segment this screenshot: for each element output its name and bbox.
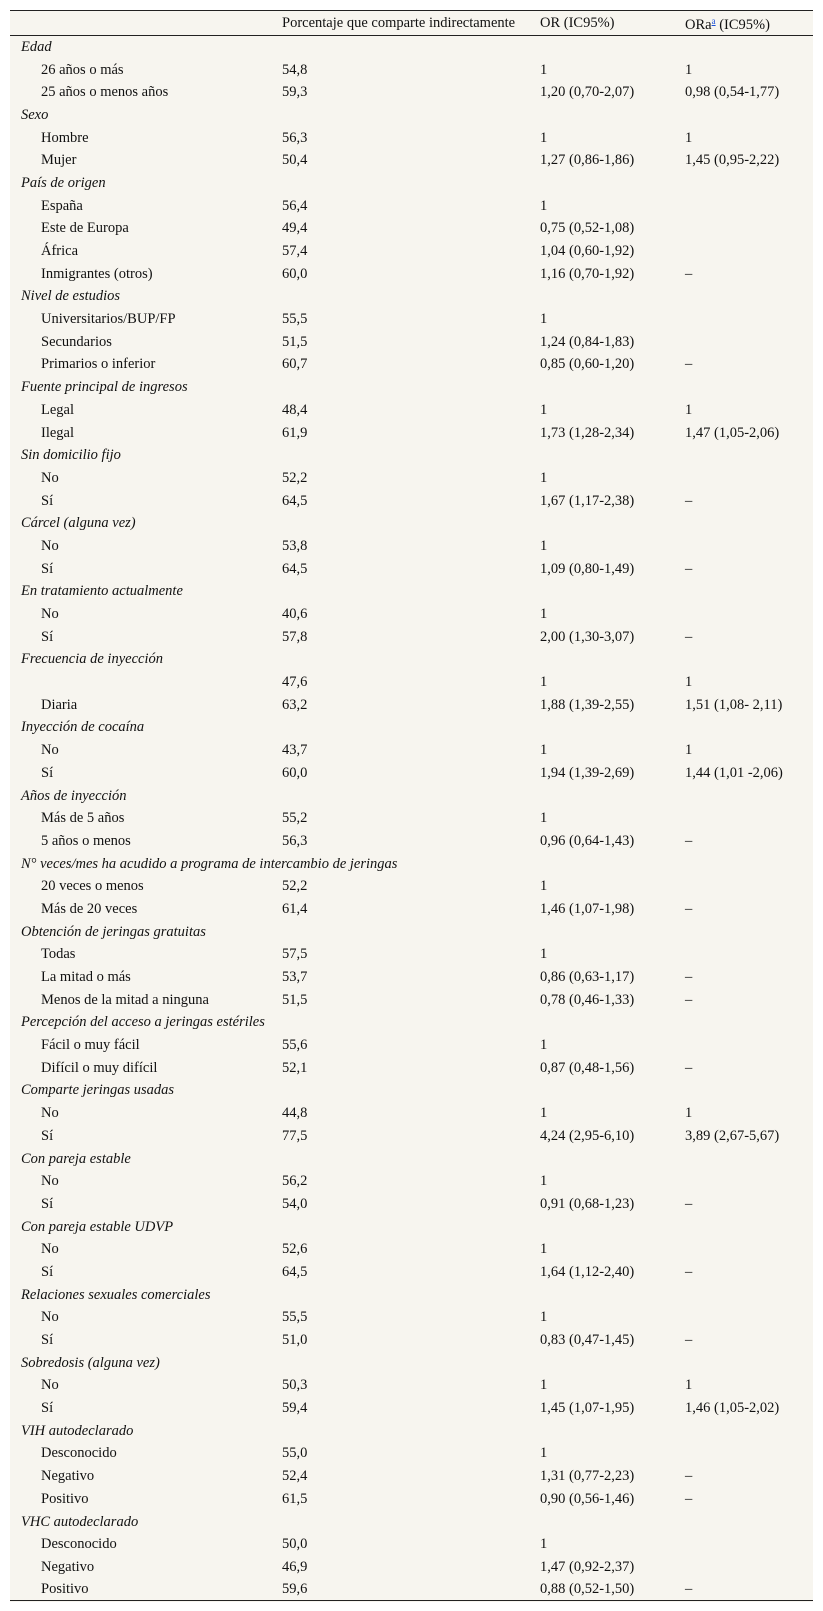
or-value: 1,73 (1,28-2,34) <box>540 424 635 441</box>
ora-value <box>685 1034 813 1057</box>
table-row <box>10 1556 813 1579</box>
row-label: Mujer <box>41 152 77 169</box>
or-value: 0,83 (0,47-1,45) <box>540 1332 635 1349</box>
percentage-value: 55,0 <box>282 1445 308 1462</box>
or-value: 1,09 (0,80-1,49) <box>540 560 635 577</box>
or-value: 0,87 (0,48-1,56) <box>540 1059 635 1076</box>
or-value: 0,91 (0,68-1,23) <box>540 1195 635 1212</box>
table-row <box>10 126 813 149</box>
group-row <box>10 104 813 127</box>
table-row <box>10 262 813 285</box>
or-value: 1 <box>540 810 548 827</box>
or-value: 1 <box>540 946 548 963</box>
row-label: Este de Europa <box>41 220 129 237</box>
group-label: Sobredosis (alguna vez) <box>21 1354 160 1371</box>
table-row <box>10 625 813 648</box>
ora-value: – <box>685 969 693 986</box>
table-row <box>10 943 813 966</box>
or-value: 1,45 (1,07-1,95) <box>540 1400 635 1417</box>
ora-value: – <box>685 1059 693 1076</box>
or-value: 1,88 (1,39-2,55) <box>540 696 635 713</box>
ora-value <box>685 1306 813 1329</box>
row-label: Secundarios <box>41 333 112 350</box>
or-value: 1 <box>540 674 548 691</box>
row-label: Negativo <box>41 1558 95 1575</box>
percentage-value: 50,4 <box>282 152 308 169</box>
ora-value: – <box>685 991 693 1008</box>
header-row <box>10 11 813 36</box>
or-value: 1 <box>540 1037 548 1054</box>
percentage-value: 43,7 <box>282 742 308 759</box>
ora-value <box>685 943 813 966</box>
percentage-value: 50,0 <box>282 1536 308 1553</box>
table-row <box>10 739 813 762</box>
table-row <box>10 693 813 716</box>
row-label: Más de 5 años <box>41 810 125 827</box>
group-row <box>10 1147 813 1170</box>
group-row <box>10 1510 813 1533</box>
table-row <box>10 898 813 921</box>
percentage-value: 55,5 <box>282 311 308 328</box>
percentage-value: 51,5 <box>282 991 308 1008</box>
row-label: Positivo <box>10 1578 282 1601</box>
ora-value <box>685 807 813 830</box>
group-row <box>10 1351 813 1374</box>
row-label: Todas <box>41 946 76 963</box>
table-row <box>10 1465 813 1488</box>
group-row <box>10 444 813 467</box>
or-value: 1 <box>540 311 548 328</box>
or-value: 1 <box>540 469 548 486</box>
or-value: 1,20 (0,70-2,07) <box>540 84 635 101</box>
row-label: Sí <box>41 764 54 781</box>
or-value: 1 <box>540 1536 548 1553</box>
row-label: Hombre <box>41 129 89 146</box>
row-label: Sí <box>41 492 54 509</box>
row-label <box>10 671 282 694</box>
group-row <box>10 285 813 308</box>
row-label: Inmigrantes (otros) <box>41 265 153 282</box>
row-label: 20 veces o menos <box>41 878 144 895</box>
group-label: VIH autodeclarado <box>21 1422 134 1439</box>
row-label: No <box>41 742 59 759</box>
percentage-value: 77,5 <box>282 1127 308 1144</box>
or-value: 0,88 (0,52-1,50) <box>540 1578 685 1601</box>
table-row <box>10 1193 813 1216</box>
table-container <box>10 10 813 1602</box>
percentage-value: 52,2 <box>282 469 308 486</box>
row-label: Sí <box>41 1332 54 1349</box>
percentage-value: 54,8 <box>282 61 308 78</box>
table-row <box>10 1578 813 1601</box>
group-row <box>10 36 813 59</box>
ora-value: 0,98 (0,54-1,77) <box>685 84 780 101</box>
table-row <box>10 535 813 558</box>
percentage-value: 61,9 <box>282 424 308 441</box>
or-value: 0,75 (0,52-1,08) <box>540 220 635 237</box>
or-value: 1,46 (1,07-1,98) <box>540 900 635 917</box>
group-label: Percepción del acceso a jeringas estériles <box>21 1014 265 1031</box>
table-body <box>10 36 813 1601</box>
results-table <box>10 10 813 1601</box>
percentage-value: 52,2 <box>282 878 308 895</box>
group-label: Edad <box>21 39 52 56</box>
percentage-value: 53,7 <box>282 969 308 986</box>
percentage-value: 61,4 <box>282 900 308 917</box>
row-label: Universitarios/BUP/FP <box>41 311 176 328</box>
group-label: Sexo <box>21 106 49 123</box>
group-label: N° veces/mes ha acudido a programa de intercambio de jeringas <box>21 855 398 872</box>
row-label: Desconocido <box>41 1445 117 1462</box>
table-row <box>10 489 813 512</box>
row-label: 5 años o menos <box>41 832 131 849</box>
percentage-value: 57,8 <box>282 628 308 645</box>
or-value: 1,47 (0,92-2,37) <box>540 1558 635 1575</box>
row-label: No <box>41 1105 59 1122</box>
table-row <box>10 875 813 898</box>
percentage-value: 49,4 <box>282 220 308 237</box>
row-label: 26 años o más <box>41 61 124 78</box>
row-label: Sí <box>41 1127 54 1144</box>
percentage-value: 60,0 <box>282 265 308 282</box>
percentage-value: 48,4 <box>282 401 308 418</box>
row-label: No <box>41 1241 59 1258</box>
row-label: Sí <box>41 560 54 577</box>
or-value: 0,85 (0,60-1,20) <box>540 356 635 373</box>
percentage-value: 63,2 <box>282 696 308 713</box>
group-row <box>10 1283 813 1306</box>
group-label: En tratamiento actualmente <box>21 583 183 600</box>
group-label: Con pareja estable UDVP <box>21 1218 174 1235</box>
row-label: Sí <box>41 1195 54 1212</box>
percentage-value: 64,5 <box>282 1263 308 1280</box>
or-value: 0,90 (0,56-1,46) <box>540 1490 635 1507</box>
table-row <box>10 308 813 331</box>
percentage-value: 51,0 <box>282 1332 308 1349</box>
or-value: 1 <box>540 1445 548 1462</box>
group-label: Inyección de cocaína <box>21 719 145 736</box>
or-value: 1 <box>540 401 548 418</box>
percentage-value: 44,8 <box>282 1105 308 1122</box>
ora-value: – <box>685 356 693 373</box>
group-label: Con pareja estable <box>21 1150 131 1167</box>
percentage-value: 55,5 <box>282 1309 308 1326</box>
ora-value: – <box>685 492 693 509</box>
percentage-value: 64,5 <box>282 492 308 509</box>
row-label: Ilegal <box>41 424 75 441</box>
table-row <box>10 603 813 626</box>
table-row <box>10 671 813 694</box>
percentage-value: 55,6 <box>282 1037 308 1054</box>
or-value: 1,64 (1,12-2,40) <box>540 1263 635 1280</box>
percentage-value: 59,3 <box>282 84 308 101</box>
row-label: No <box>41 1377 59 1394</box>
row-label: 25 años o menos años <box>41 84 169 101</box>
percentage-value: 56,3 <box>282 832 308 849</box>
percentage-value: 47,6 <box>282 674 308 691</box>
group-row <box>10 920 813 943</box>
ora-ci-label: (IC95%) <box>715 17 770 33</box>
header-variable <box>10 11 282 36</box>
group-label: Frecuencia de inyección <box>21 651 163 668</box>
ora-value: 1 <box>685 129 693 146</box>
group-label: VHC autodeclarado <box>21 1513 139 1530</box>
row-label: Legal <box>41 401 75 418</box>
ora-label: ORa <box>685 17 712 33</box>
ora-value: – <box>685 1195 693 1212</box>
table-row <box>10 1125 813 1148</box>
ora-value: 1 <box>685 1377 693 1394</box>
table-row <box>10 1533 813 1556</box>
percentage-value: 52,1 <box>282 1059 308 1076</box>
ora-value: – <box>685 1263 693 1280</box>
table-row <box>10 807 813 830</box>
table-row <box>10 762 813 785</box>
group-row <box>10 852 813 875</box>
row-label: Sí <box>41 1400 54 1417</box>
percentage-value: 50,3 <box>282 1377 308 1394</box>
table-row <box>10 1261 813 1284</box>
percentage-value: 56,2 <box>282 1173 308 1190</box>
table-row <box>10 217 813 240</box>
row-label: No <box>41 1309 59 1326</box>
row-label: No <box>41 606 59 623</box>
table-row <box>10 467 813 490</box>
or-value: 1,04 (0,60-1,92) <box>540 243 635 260</box>
ora-value <box>685 1170 813 1193</box>
ora-value: – <box>685 560 693 577</box>
group-label: Relaciones sexuales comerciales <box>21 1286 211 1303</box>
or-value: 1 <box>540 1377 548 1394</box>
ora-value <box>685 1238 813 1261</box>
group-label: Comparte jeringas usadas <box>21 1082 175 1099</box>
row-label: Sí <box>41 1263 54 1280</box>
table-row <box>10 830 813 853</box>
or-value: 2,00 (1,30-3,07) <box>540 628 635 645</box>
header-or: OR (IC95%) <box>540 11 685 36</box>
ora-value <box>685 467 813 490</box>
group-row <box>10 1215 813 1238</box>
group-row <box>10 512 813 535</box>
or-value: 1,27 (0,86-1,86) <box>540 152 635 169</box>
row-label: Más de 20 veces <box>41 900 138 917</box>
table-row <box>10 1488 813 1511</box>
group-label: Fuente principal de ingresos <box>21 379 188 396</box>
ora-value: – <box>685 832 693 849</box>
ora-value <box>685 603 813 626</box>
group-row <box>10 1419 813 1442</box>
percentage-value: 56,4 <box>282 197 308 214</box>
ora-value: 1,45 (0,95-2,22) <box>685 152 780 169</box>
or-value: 4,24 (2,95-6,10) <box>540 1127 635 1144</box>
or-value: 1 <box>540 1309 548 1326</box>
ora-value <box>685 535 813 558</box>
percentage-value: 59,6 <box>282 1578 540 1601</box>
group-label: País de origen <box>21 174 106 191</box>
table-row <box>10 1329 813 1352</box>
table-row <box>10 1170 813 1193</box>
ora-value <box>685 194 813 217</box>
table-row <box>10 194 813 217</box>
or-value: 0,78 (0,46-1,33) <box>540 991 635 1008</box>
ora-value: – <box>685 900 693 917</box>
ora-value: 1 <box>685 742 693 759</box>
table-row <box>10 149 813 172</box>
ora-value <box>685 330 813 353</box>
table-row <box>10 81 813 104</box>
header-percentage: Porcentaje que comparte indirectamente <box>282 11 540 36</box>
row-label: África <box>41 243 79 260</box>
percentage-value: 51,5 <box>282 333 308 350</box>
group-row <box>10 1079 813 1102</box>
percentage-value: 57,4 <box>282 243 308 260</box>
table-row <box>10 1374 813 1397</box>
or-value: 1 <box>540 1241 548 1258</box>
footnote-link[interactable]: a <box>711 16 716 26</box>
ora-value: – <box>685 265 693 282</box>
row-label: Diaria <box>41 696 78 713</box>
ora-value: 3,89 (2,67-5,67) <box>685 1127 780 1144</box>
group-row <box>10 376 813 399</box>
or-value: 1,31 (0,77-2,23) <box>540 1468 635 1485</box>
group-label: Sin domicilio fijo <box>21 447 121 464</box>
or-value: 1 <box>540 537 548 554</box>
table-row <box>10 1102 813 1125</box>
percentage-value: 56,3 <box>282 129 308 146</box>
percentage-value: 40,6 <box>282 606 308 623</box>
ora-value: 1,51 (1,08- 2,11) <box>685 696 783 713</box>
header-ora <box>685 11 813 36</box>
row-label: Sí <box>41 628 54 645</box>
table-row <box>10 966 813 989</box>
table-row <box>10 1034 813 1057</box>
or-value: 1 <box>540 129 548 146</box>
row-label: España <box>41 197 83 214</box>
group-label: Nivel de estudios <box>21 288 121 305</box>
ora-value: 1,44 (1,01 -2,06) <box>685 764 783 781</box>
row-label: No <box>41 469 59 486</box>
percentage-value: 52,4 <box>282 1468 308 1485</box>
table-row <box>10 1442 813 1465</box>
percentage-value: 61,5 <box>282 1490 308 1507</box>
table-row <box>10 1056 813 1079</box>
ora-value: 1,47 (1,05-2,06) <box>685 424 780 441</box>
table-row <box>10 330 813 353</box>
table-row <box>10 58 813 81</box>
or-value: 1 <box>540 197 548 214</box>
group-row <box>10 716 813 739</box>
ora-value: – <box>685 1332 693 1349</box>
ora-value <box>685 1533 813 1556</box>
percentage-value: 64,5 <box>282 560 308 577</box>
percentage-value: 60,0 <box>282 764 308 781</box>
percentage-value: 59,4 <box>282 1400 308 1417</box>
ora-value: – <box>685 1490 693 1507</box>
ora-value: 1 <box>685 1105 693 1122</box>
group-label: Obtención de jeringas gratuitas <box>21 923 206 940</box>
ora-value <box>685 875 813 898</box>
row-label: Negativo <box>41 1468 95 1485</box>
ora-value: 1 <box>685 61 693 78</box>
table-row <box>10 1397 813 1420</box>
ora-value <box>685 1556 813 1579</box>
percentage-value: 55,2 <box>282 810 308 827</box>
or-value: 1 <box>540 742 548 759</box>
table-row <box>10 1306 813 1329</box>
ora-value <box>685 240 813 263</box>
or-value: 1 <box>540 878 548 895</box>
percentage-value: 52,6 <box>282 1241 308 1258</box>
or-value: 1,16 (0,70-1,92) <box>540 265 635 282</box>
table-row <box>10 399 813 422</box>
row-label: Difícil o muy difícil <box>41 1059 158 1076</box>
or-value: 0,96 (0,64-1,43) <box>540 832 635 849</box>
or-value: 1 <box>540 61 548 78</box>
row-label: Menos de la mitad a ninguna <box>41 991 209 1008</box>
ora-value: 1 <box>685 674 693 691</box>
group-row <box>10 172 813 195</box>
row-label: Desconocido <box>41 1536 117 1553</box>
ora-value: 1,46 (1,05-2,02) <box>685 1400 780 1417</box>
ora-value <box>685 308 813 331</box>
percentage-value: 54,0 <box>282 1195 308 1212</box>
ora-value <box>685 217 813 240</box>
row-label: La mitad o más <box>41 969 131 986</box>
or-value: 1 <box>540 1105 548 1122</box>
or-value: 1 <box>540 1173 548 1190</box>
table-row <box>10 353 813 376</box>
group-row <box>10 648 813 671</box>
ora-value <box>685 1442 813 1465</box>
table-row <box>10 988 813 1011</box>
group-label: Cárcel (alguna vez) <box>21 515 136 532</box>
row-label: No <box>41 537 59 554</box>
ora-value: – <box>685 1468 693 1485</box>
percentage-value: 46,9 <box>282 1558 308 1575</box>
group-row <box>10 1011 813 1034</box>
percentage-value: 53,8 <box>282 537 308 554</box>
or-value: 1,24 (0,84-1,83) <box>540 333 635 350</box>
row-label: Primarios o inferior <box>41 356 156 373</box>
row-label: Fácil o muy fácil <box>41 1037 140 1054</box>
ora-value: – <box>685 1578 813 1601</box>
or-value: 1,67 (1,17-2,38) <box>540 492 635 509</box>
row-label: No <box>41 1173 59 1190</box>
ora-value: 1 <box>685 401 693 418</box>
or-value: 0,86 (0,63-1,17) <box>540 969 635 986</box>
group-row <box>10 784 813 807</box>
group-label: Años de inyección <box>21 787 127 804</box>
table-row <box>10 1238 813 1261</box>
or-value: 1,94 (1,39-2,69) <box>540 764 635 781</box>
table-row <box>10 421 813 444</box>
percentage-value: 57,5 <box>282 946 308 963</box>
ora-value: – <box>685 628 693 645</box>
group-row <box>10 580 813 603</box>
or-value: 1 <box>540 606 548 623</box>
row-label: Positivo <box>41 1490 89 1507</box>
table-row <box>10 557 813 580</box>
table-row <box>10 240 813 263</box>
percentage-value: 60,7 <box>282 356 308 373</box>
